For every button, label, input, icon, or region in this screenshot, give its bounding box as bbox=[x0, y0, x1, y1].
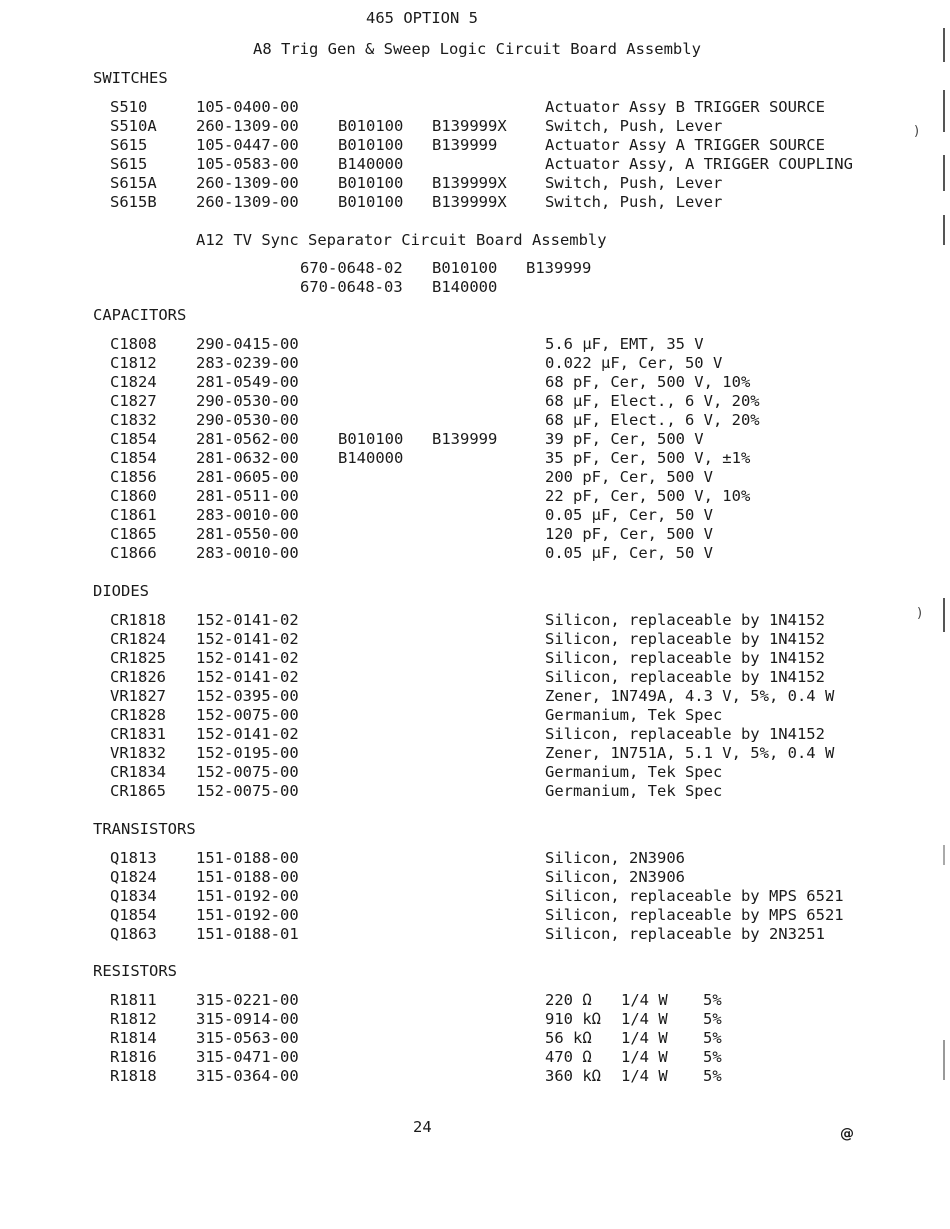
part-row bbox=[0, 1067, 950, 1086]
part-number: 315-0563-00 bbox=[196, 1029, 299, 1047]
ref-designator: CR1824 bbox=[110, 630, 166, 648]
ref-designator: C1865 bbox=[110, 525, 157, 543]
description bbox=[545, 1029, 745, 1048]
ref-designator: Q1834 bbox=[110, 887, 157, 905]
description: Silicon, 2N3906 bbox=[545, 849, 685, 867]
ref-designator: CR1825 bbox=[110, 649, 166, 667]
section-heading-diodes: DIODES bbox=[93, 582, 149, 600]
ref-designator: CR1831 bbox=[110, 725, 166, 743]
part-row bbox=[0, 117, 950, 136]
part-row bbox=[0, 373, 950, 392]
part-number: 670-0648-03 bbox=[300, 278, 403, 296]
part-row bbox=[0, 136, 950, 155]
part-number: 283-0239-00 bbox=[196, 354, 299, 372]
description: Silicon, replaceable by MPS 6521 bbox=[545, 906, 844, 924]
ref-designator: C1866 bbox=[110, 544, 157, 562]
ref-designator: C1824 bbox=[110, 373, 157, 391]
part-number: 151-0192-00 bbox=[196, 887, 299, 905]
resistance-value: 910 kΩ bbox=[545, 1010, 601, 1028]
part-number: 281-0632-00 bbox=[196, 449, 299, 467]
serial-from: B010100 bbox=[338, 174, 404, 192]
part-number: 260-1309-00 bbox=[196, 174, 299, 192]
serial-from: B010100 bbox=[432, 259, 498, 277]
power-rating: 1/4 W bbox=[621, 991, 668, 1009]
part-row bbox=[0, 525, 950, 544]
description: Silicon, replaceable by 2N3251 bbox=[545, 925, 825, 943]
description: Zener, 1N751A, 5.1 V, 5%, 0.4 W bbox=[545, 744, 835, 762]
part-number: 283-0010-00 bbox=[196, 544, 299, 562]
description: Germanium, Tek Spec bbox=[545, 782, 723, 800]
power-rating: 1/4 W bbox=[621, 1029, 668, 1047]
ref-designator: C1854 bbox=[110, 449, 157, 467]
part-row bbox=[0, 1029, 950, 1048]
part-number: 290-0530-00 bbox=[196, 392, 299, 410]
part-number: 290-0415-00 bbox=[196, 335, 299, 353]
part-number: 670-0648-02 bbox=[300, 259, 403, 277]
ref-designator: CR1828 bbox=[110, 706, 166, 724]
ref-designator: CR1826 bbox=[110, 668, 166, 686]
part-number: 152-0141-02 bbox=[196, 668, 299, 686]
part-number: 151-0192-00 bbox=[196, 906, 299, 924]
description: Silicon, replaceable by 1N4152 bbox=[545, 630, 825, 648]
part-row bbox=[0, 630, 950, 649]
ref-designator: S615 bbox=[110, 155, 148, 173]
assembly-row bbox=[0, 259, 950, 278]
section-heading-resistors: RESISTORS bbox=[93, 962, 177, 980]
scan-edge-mark: ) bbox=[914, 124, 920, 139]
part-row bbox=[0, 468, 950, 487]
part-row bbox=[0, 906, 950, 925]
ref-designator: R1812 bbox=[110, 1010, 157, 1028]
description: 68 pF, Cer, 500 V, 10% bbox=[545, 373, 751, 391]
part-row bbox=[0, 1048, 950, 1067]
part-number: 290-0530-00 bbox=[196, 411, 299, 429]
description: Germanium, Tek Spec bbox=[545, 763, 723, 781]
part-row bbox=[0, 991, 950, 1010]
ref-designator: C1854 bbox=[110, 430, 157, 448]
ref-designator: R1818 bbox=[110, 1067, 157, 1085]
part-row bbox=[0, 98, 950, 117]
part-number: 315-0364-00 bbox=[196, 1067, 299, 1085]
description bbox=[545, 1067, 745, 1086]
description: Switch, Push, Lever bbox=[545, 193, 723, 211]
part-number: 105-0400-00 bbox=[196, 98, 299, 116]
part-row bbox=[0, 174, 950, 193]
resistance-value: 360 kΩ bbox=[545, 1067, 601, 1085]
scan-edge-mark bbox=[943, 845, 945, 865]
ref-designator: C1832 bbox=[110, 411, 157, 429]
part-row bbox=[0, 430, 950, 449]
ref-designator: R1811 bbox=[110, 991, 157, 1009]
description: Zener, 1N749A, 4.3 V, 5%, 0.4 W bbox=[545, 687, 835, 705]
tolerance: 5% bbox=[703, 1010, 722, 1028]
description: Actuator Assy B TRIGGER SOURCE bbox=[545, 98, 825, 116]
serial-to: B139999X bbox=[432, 193, 507, 211]
description: 39 pF, Cer, 500 V bbox=[545, 430, 704, 448]
description: 0.05 µF, Cer, 50 V bbox=[545, 506, 713, 524]
part-number: 281-0549-00 bbox=[196, 373, 299, 391]
scan-edge-mark: ) bbox=[917, 606, 923, 621]
part-row bbox=[0, 687, 950, 706]
ref-designator: R1816 bbox=[110, 1048, 157, 1066]
description: 0.022 µF, Cer, 50 V bbox=[545, 354, 723, 372]
serial-to: B139999X bbox=[432, 174, 507, 192]
ref-designator: Q1854 bbox=[110, 906, 157, 924]
part-number: 152-0195-00 bbox=[196, 744, 299, 762]
description: Silicon, replaceable by 1N4152 bbox=[545, 649, 825, 667]
ref-designator: CR1865 bbox=[110, 782, 166, 800]
ref-designator: C1856 bbox=[110, 468, 157, 486]
resistance-value: 220 Ω bbox=[545, 991, 592, 1009]
part-number: 152-0141-02 bbox=[196, 649, 299, 667]
scan-edge-mark bbox=[943, 28, 945, 62]
part-number: 152-0075-00 bbox=[196, 763, 299, 781]
part-row bbox=[0, 449, 950, 468]
description bbox=[545, 1048, 745, 1067]
part-row bbox=[0, 1010, 950, 1029]
part-row bbox=[0, 193, 950, 212]
part-row bbox=[0, 335, 950, 354]
part-row bbox=[0, 611, 950, 630]
scan-edge-mark bbox=[943, 90, 945, 132]
ref-designator: VR1827 bbox=[110, 687, 166, 705]
tolerance: 5% bbox=[703, 991, 722, 1009]
serial-from: B140000 bbox=[432, 278, 498, 296]
ref-designator: CR1834 bbox=[110, 763, 166, 781]
ref-designator: S615B bbox=[110, 193, 157, 211]
ref-designator: C1861 bbox=[110, 506, 157, 524]
part-number: 315-0914-00 bbox=[196, 1010, 299, 1028]
power-rating: 1/4 W bbox=[621, 1010, 668, 1028]
description: 22 pF, Cer, 500 V, 10% bbox=[545, 487, 751, 505]
part-number: 152-0141-02 bbox=[196, 630, 299, 648]
part-number: 281-0605-00 bbox=[196, 468, 299, 486]
part-row bbox=[0, 925, 950, 944]
page-number: 24 bbox=[413, 1118, 432, 1136]
description: 68 µF, Elect., 6 V, 20% bbox=[545, 392, 760, 410]
part-number: 281-0550-00 bbox=[196, 525, 299, 543]
ref-designator: S510 bbox=[110, 98, 148, 116]
part-row bbox=[0, 887, 950, 906]
description bbox=[545, 1010, 745, 1029]
scan-edge-mark bbox=[943, 1040, 945, 1080]
tolerance: 5% bbox=[703, 1067, 722, 1085]
serial-from: B140000 bbox=[338, 449, 404, 467]
part-row bbox=[0, 392, 950, 411]
part-row bbox=[0, 506, 950, 525]
tolerance: 5% bbox=[703, 1048, 722, 1066]
power-rating: 1/4 W bbox=[621, 1048, 668, 1066]
part-number: 105-0447-00 bbox=[196, 136, 299, 154]
part-number: 152-0141-02 bbox=[196, 611, 299, 629]
description: Switch, Push, Lever bbox=[545, 174, 723, 192]
part-row bbox=[0, 411, 950, 430]
part-row bbox=[0, 544, 950, 563]
description: Silicon, 2N3906 bbox=[545, 868, 685, 886]
ref-designator: S615 bbox=[110, 136, 148, 154]
ref-designator: C1812 bbox=[110, 354, 157, 372]
part-number: 281-0511-00 bbox=[196, 487, 299, 505]
serial-to: B139999 bbox=[432, 136, 498, 154]
part-number: 260-1309-00 bbox=[196, 193, 299, 211]
section-heading-capacitors: CAPACITORS bbox=[93, 306, 187, 324]
part-row bbox=[0, 868, 950, 887]
ref-designator: R1814 bbox=[110, 1029, 157, 1047]
serial-from: B010100 bbox=[338, 430, 404, 448]
a12-assembly-title: A12 TV Sync Separator Circuit Board Assembly bbox=[196, 231, 607, 249]
part-number: 152-0395-00 bbox=[196, 687, 299, 705]
part-row bbox=[0, 668, 950, 687]
part-row bbox=[0, 849, 950, 868]
part-number: 260-1309-00 bbox=[196, 117, 299, 135]
part-number: 283-0010-00 bbox=[196, 506, 299, 524]
description bbox=[545, 991, 745, 1010]
part-number: 152-0075-00 bbox=[196, 782, 299, 800]
resistance-value: 470 Ω bbox=[545, 1048, 592, 1066]
assembly-row bbox=[0, 278, 950, 297]
description: Silicon, replaceable by 1N4152 bbox=[545, 725, 825, 743]
description: Silicon, replaceable by 1N4152 bbox=[545, 668, 825, 686]
part-row bbox=[0, 354, 950, 373]
ref-designator: Q1824 bbox=[110, 868, 157, 886]
ref-designator: S615A bbox=[110, 174, 157, 192]
ref-designator: VR1832 bbox=[110, 744, 166, 762]
description: Germanium, Tek Spec bbox=[545, 706, 723, 724]
description: 5.6 µF, EMT, 35 V bbox=[545, 335, 704, 353]
part-number: 281-0562-00 bbox=[196, 430, 299, 448]
power-rating: 1/4 W bbox=[621, 1067, 668, 1085]
description: 35 pF, Cer, 500 V, ±1% bbox=[545, 449, 751, 467]
ref-designator: Q1813 bbox=[110, 849, 157, 867]
serial-from: B010100 bbox=[338, 117, 404, 135]
part-row bbox=[0, 155, 950, 174]
serial-to: B139999 bbox=[526, 259, 592, 277]
part-number: 105-0583-00 bbox=[196, 155, 299, 173]
ref-designator: C1808 bbox=[110, 335, 157, 353]
serial-from: B010100 bbox=[338, 136, 404, 154]
description: 0.05 µF, Cer, 50 V bbox=[545, 544, 713, 562]
serial-from: B010100 bbox=[338, 193, 404, 211]
part-row bbox=[0, 782, 950, 801]
description: 200 pF, Cer, 500 V bbox=[545, 468, 713, 486]
part-row bbox=[0, 649, 950, 668]
scan-edge-mark bbox=[943, 598, 945, 632]
part-row bbox=[0, 706, 950, 725]
ref-designator: C1827 bbox=[110, 392, 157, 410]
ref-designator: Q1863 bbox=[110, 925, 157, 943]
tolerance: 5% bbox=[703, 1029, 722, 1047]
scan-edge-mark bbox=[943, 155, 945, 191]
part-number: 151-0188-00 bbox=[196, 849, 299, 867]
a8-assembly-title: A8 Trig Gen & Sweep Logic Circuit Board Assembly bbox=[253, 40, 701, 58]
serial-to: B139999 bbox=[432, 430, 498, 448]
document-title: 465 OPTION 5 bbox=[366, 9, 478, 27]
part-row bbox=[0, 763, 950, 782]
section-heading-transistors: TRANSISTORS bbox=[93, 820, 196, 838]
ref-designator: C1860 bbox=[110, 487, 157, 505]
description: Silicon, replaceable by 1N4152 bbox=[545, 611, 825, 629]
part-number: 151-0188-01 bbox=[196, 925, 299, 943]
description: Actuator Assy, A TRIGGER COUPLING bbox=[545, 155, 853, 173]
part-number: 152-0141-02 bbox=[196, 725, 299, 743]
part-row bbox=[0, 725, 950, 744]
serial-to: B139999X bbox=[432, 117, 507, 135]
publisher-mark: @ bbox=[840, 1126, 854, 1142]
part-row bbox=[0, 744, 950, 763]
part-row bbox=[0, 487, 950, 506]
description: 68 µF, Elect., 6 V, 20% bbox=[545, 411, 760, 429]
description: Switch, Push, Lever bbox=[545, 117, 723, 135]
serial-from: B140000 bbox=[338, 155, 404, 173]
part-number: 152-0075-00 bbox=[196, 706, 299, 724]
resistance-value: 56 kΩ bbox=[545, 1029, 592, 1047]
section-heading-switches: SWITCHES bbox=[93, 69, 168, 87]
description: Actuator Assy A TRIGGER SOURCE bbox=[545, 136, 825, 154]
part-number: 151-0188-00 bbox=[196, 868, 299, 886]
description: Silicon, replaceable by MPS 6521 bbox=[545, 887, 844, 905]
description: 120 pF, Cer, 500 V bbox=[545, 525, 713, 543]
ref-designator: CR1818 bbox=[110, 611, 166, 629]
part-number: 315-0221-00 bbox=[196, 991, 299, 1009]
ref-designator: S510A bbox=[110, 117, 157, 135]
part-number: 315-0471-00 bbox=[196, 1048, 299, 1066]
scan-edge-mark bbox=[943, 215, 945, 245]
